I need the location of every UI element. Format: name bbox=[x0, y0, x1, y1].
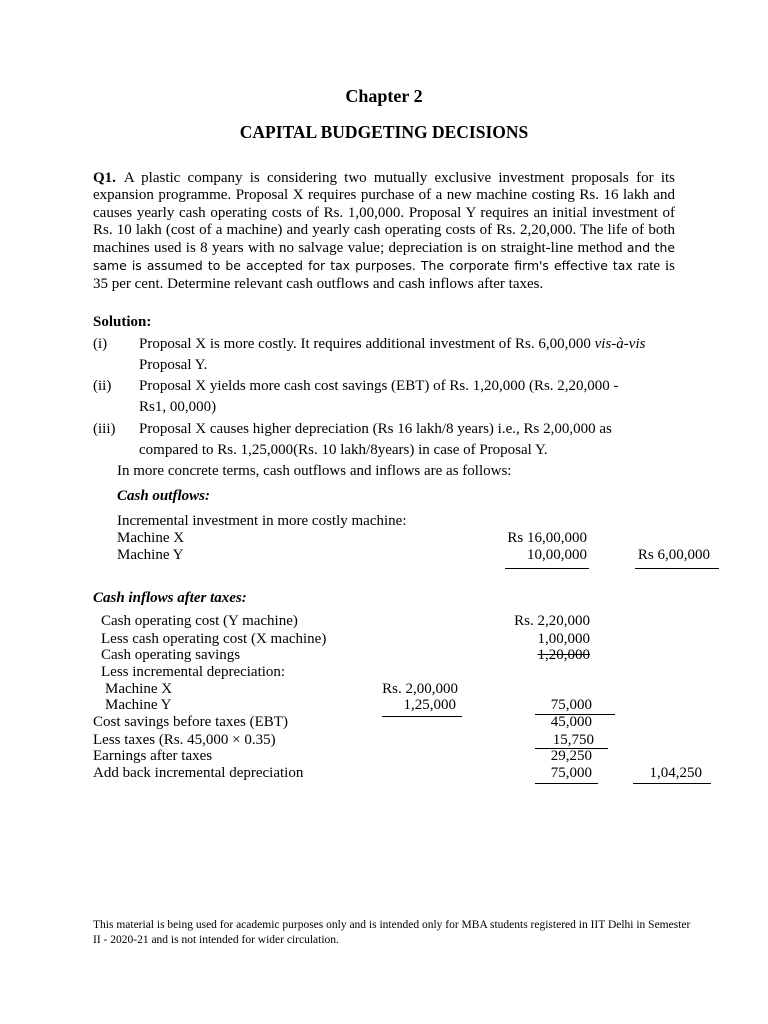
footer-disclaimer: This material is being used for academic purposes only and is intended only for MBA students registered in IIT Delhi in Semester II - 2020-21 and is not intended for wider circulation. bbox=[93, 919, 691, 946]
outflow-row-label: Machine Y bbox=[117, 547, 184, 563]
inflow-row-amount: Rs. 2,20,000 bbox=[514, 613, 590, 629]
inflow-row-amount: 75,000 bbox=[550, 697, 592, 713]
cash-outflows-heading: Cash outflows: bbox=[117, 488, 210, 504]
inflow-row-label: Cash operating savings bbox=[101, 647, 241, 663]
inflow-row-label: Machine Y bbox=[105, 697, 172, 713]
underline bbox=[505, 568, 589, 569]
item-text: Proposal X yields more cash cost savings (EBT) of Rs. 1,20,000 (Rs. 2,20,000 - bbox=[139, 378, 619, 394]
question-text-2: and the same is assumed to be accepted for tax purposes. The corporate firm's effective tax bbox=[93, 240, 676, 274]
underline bbox=[635, 568, 719, 569]
item-text-line2: Proposal Y. bbox=[139, 357, 208, 373]
inflow-row-amount: 75,000 bbox=[550, 765, 592, 781]
question-paragraph bbox=[93, 170, 675, 293]
inflow-row-amount: 45,000 bbox=[550, 714, 592, 730]
inflow-row-label: Less incremental depreciation: bbox=[101, 664, 286, 680]
outflow-net-amount: Rs 6,00,000 bbox=[637, 547, 710, 563]
inflow-row-label: Cost savings before taxes (EBT) bbox=[93, 714, 288, 730]
inflow-row-amount: 29,250 bbox=[550, 748, 592, 764]
item-text-line2: compared to Rs. 1,25,000(Rs. 10 lakh/8years) in case of Proposal Y. bbox=[139, 442, 548, 458]
item-text-part: Proposal X is more costly. It requires additional investment of Rs. 6,00,000 bbox=[139, 336, 595, 352]
inflow-row-amount: 15,750 bbox=[552, 732, 594, 748]
inflow-row-label: Earnings after taxes bbox=[93, 748, 213, 764]
outflow-row-amount: 10,00,000 bbox=[527, 547, 587, 563]
item-text bbox=[139, 336, 645, 353]
underline bbox=[535, 783, 598, 784]
item-number: (ii) bbox=[93, 378, 112, 394]
inflow-row-label: Machine X bbox=[105, 681, 173, 697]
item-text-line2: Rs1, 00,000) bbox=[139, 399, 217, 415]
inflow-row-label: Less taxes (Rs. 45,000 × 0.35) bbox=[93, 732, 276, 748]
item-number: (iii) bbox=[93, 421, 116, 437]
page-title: CAPITAL BUDGETING DECISIONS bbox=[239, 122, 529, 142]
inflow-row-amount: 1,00,000 bbox=[537, 631, 590, 647]
outflow-row-label: Machine X bbox=[117, 530, 185, 546]
inflow-row-amount: 1,20,000 bbox=[537, 647, 590, 663]
cash-inflows-heading: Cash inflows after taxes: bbox=[93, 590, 247, 606]
underline bbox=[382, 716, 462, 717]
item-text: Proposal X causes higher depreciation (Rs 16 lakh/8 years) i.e., Rs 2,00,000 as bbox=[139, 421, 612, 437]
question-number: Q1. bbox=[93, 170, 116, 186]
outflows-intro: Incremental investment in more costly machine: bbox=[117, 513, 407, 529]
underline bbox=[633, 783, 711, 784]
inflow-total-amount: 1,04,250 bbox=[649, 765, 702, 781]
inflow-row-depreciation: 1,25,000 bbox=[403, 697, 456, 713]
inflow-row-label: Less cash operating cost (X machine) bbox=[101, 631, 327, 647]
question-text-3: rate is 35 per cent. Determine relevant cash outflows and cash inflows after taxes. bbox=[93, 258, 675, 292]
concrete-terms-text: In more concrete terms, cash outflows and inflows are as follows: bbox=[117, 463, 512, 479]
item-text-italic: vis-à-vis bbox=[594, 336, 646, 352]
outflow-row-amount: Rs 16,00,000 bbox=[507, 530, 587, 546]
inflow-row-depreciation: Rs. 2,00,000 bbox=[382, 681, 458, 697]
chapter-heading: Chapter 2 bbox=[345, 86, 423, 106]
inflow-row-label: Cash operating cost (Y machine) bbox=[101, 613, 298, 629]
item-number: (i) bbox=[93, 336, 108, 352]
question-text-1: A plastic company is considering two mutually exclusive investment proposals for its expansion programme. Proposal X requires purchase of a new machine costing Rs. 16 lakh and causes yearly cash operating costs of Rs. 1,00,000. Proposal Y requires an initial investment of Rs. 10 lakh (cost of a machine) and yearly cash operating costs of Rs. 2,20,000. The life of both machines used is 8 years with no salvage value; depreciation is on straight-line method bbox=[93, 170, 675, 257]
inflow-row-label: Add back incremental depreciation bbox=[93, 765, 304, 781]
solution-heading: Solution: bbox=[93, 314, 152, 330]
